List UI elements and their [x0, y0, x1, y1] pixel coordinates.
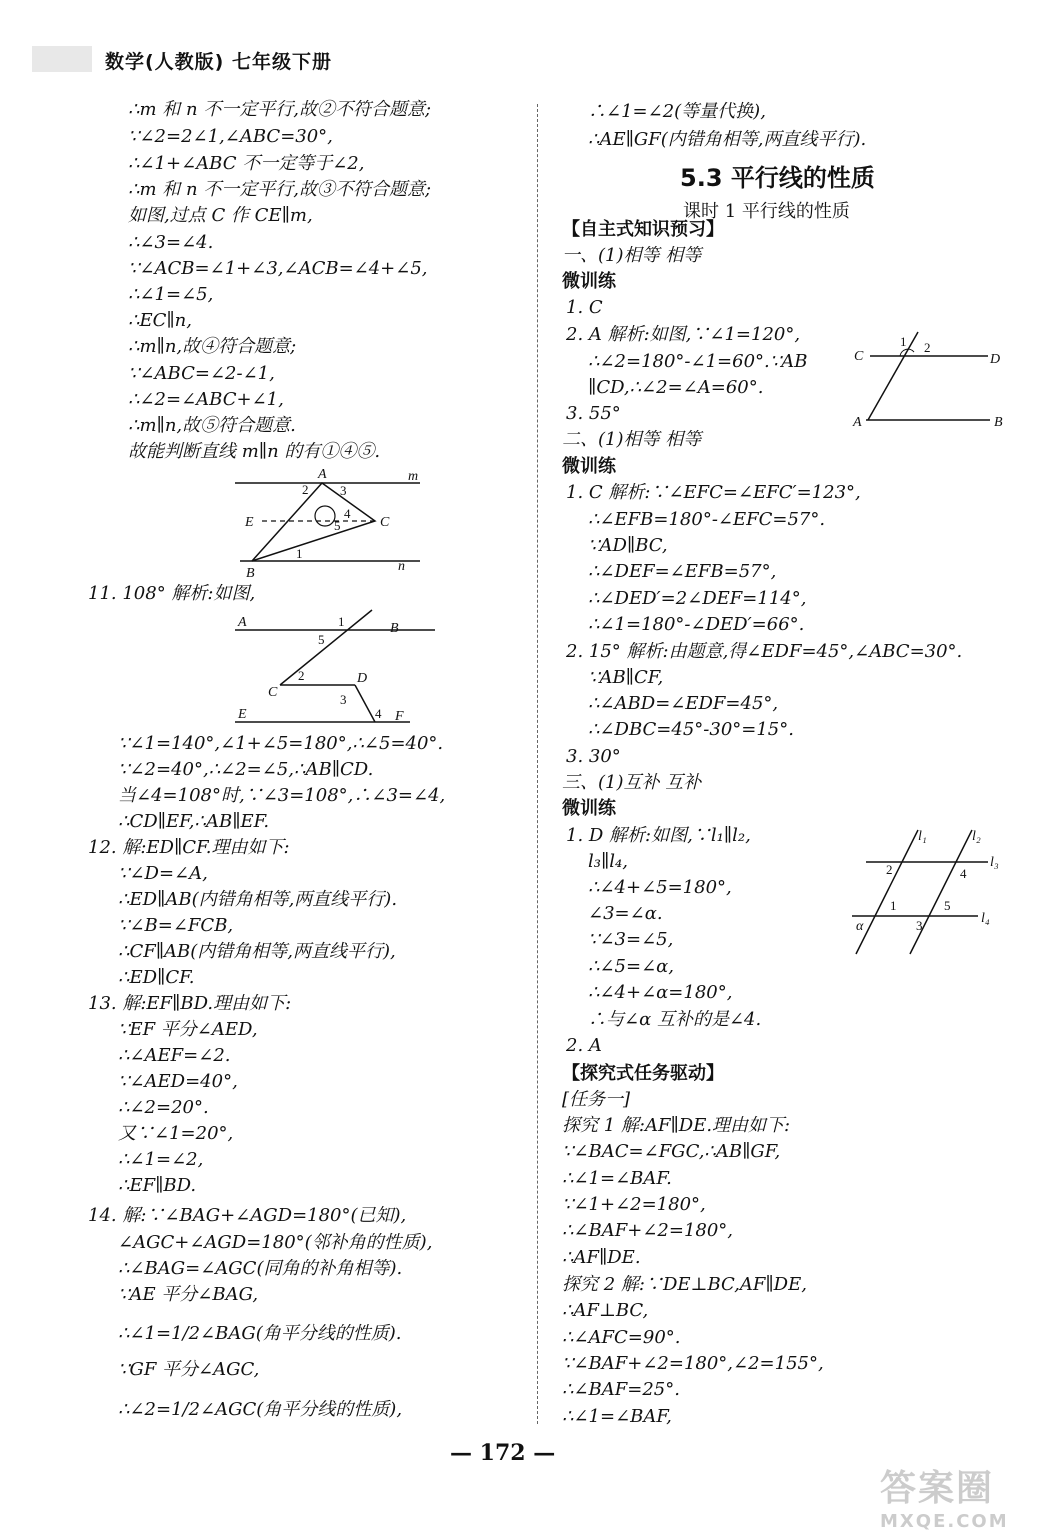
text-line: ∴ED∥AB(内错角相等,两直线平行).	[118, 889, 398, 910]
text-line: ∴∠1=∠5,	[128, 284, 214, 305]
angle-2: 2	[302, 482, 309, 497]
angle-2: 2	[298, 668, 305, 683]
text-line: 2. A	[566, 1035, 602, 1056]
heading-preview: 【自主式知识预习】	[562, 219, 724, 240]
triangle-abc	[252, 483, 375, 561]
text-line: ∵AE 平分∠BAG,	[118, 1284, 259, 1305]
text-line: 一、(1)相等 相等	[562, 245, 702, 266]
text-line: ∴∠EFB=180°-∠EFC=57°.	[588, 509, 826, 530]
section-title: 5.3 平行线的性质	[680, 164, 875, 192]
header-decoration	[32, 46, 92, 72]
text-line: ∥CD,∴∠2=∠A=60°.	[588, 377, 764, 398]
text-line: ∵∠D=∠A,	[118, 863, 208, 884]
text-line: 二、(1)相等 相等	[562, 429, 702, 450]
angle-1: 1	[338, 614, 345, 629]
text-line: ∴∠BAF+∠2=180°,	[562, 1220, 734, 1241]
angle-4: 4	[960, 866, 967, 881]
text-line: ∴∠4+∠5=180°,	[588, 877, 732, 898]
text-line: ∵∠BAF+∠2=180°,∠2=155°,	[562, 1353, 824, 1374]
text-line: ∴∠2=180°-∠1=60°.∵AB	[588, 351, 808, 372]
text-line: ∵∠1+∠2=180°,	[562, 1194, 706, 1215]
heading-practice: 微训练	[562, 456, 616, 477]
angle-4: 4	[344, 506, 351, 521]
text-line: ∴∠AEF=∠2.	[118, 1045, 231, 1066]
angle-alpha: α	[856, 919, 864, 934]
text-line: ∵EF 平分∠AED,	[118, 1019, 258, 1040]
text-line: 如图,过点 C 作 CE∥m,	[128, 205, 313, 226]
angle-1: 1	[900, 334, 907, 349]
label-D: D	[357, 671, 368, 686]
angle-2: 2	[886, 862, 893, 877]
label-m: m	[408, 469, 419, 484]
text-line: ∵∠ABC=∠2-∠1,	[128, 363, 275, 384]
label-l2: l₂	[972, 829, 981, 844]
text-line: 探究 1 解:AF∥DE.理由如下:	[562, 1115, 791, 1136]
text-line: ∴∠DEF=∠EFB=57°,	[588, 561, 777, 582]
label-F: F	[395, 709, 404, 724]
text-line: 1. C 解析:∵∠EFC=∠EFC′=123°,	[566, 482, 861, 503]
task-label: [任务一]	[562, 1089, 631, 1110]
heading-practice: 微训练	[562, 271, 616, 292]
label-A: A	[318, 467, 327, 482]
text-line: 1. D 解析:如图,∵l₁∥l₂,	[566, 825, 751, 846]
text-line: ∴EF∥BD.	[118, 1175, 197, 1196]
text-line: ∴m∥n,故④符合题意;	[128, 336, 297, 357]
text-line: 3. 55°	[566, 403, 621, 424]
text-line: ∴∠BAG=∠AGC(同角的补角相等).	[118, 1258, 403, 1279]
label-D: D	[990, 352, 1001, 367]
label-l3: l₃	[990, 855, 999, 870]
figure-parallel-transversal	[848, 328, 1008, 436]
angle-5: 5	[334, 518, 341, 533]
label-n: n	[398, 559, 405, 574]
label-C: C	[268, 685, 278, 700]
text-line: ∴m∥n,故⑤符合题意.	[128, 415, 296, 436]
angle-5: 5	[944, 898, 951, 913]
text-line: ∴∠5=∠α,	[588, 956, 675, 977]
text-line: ∴∠2=20°.	[118, 1097, 209, 1118]
heading-practice: 微训练	[562, 798, 616, 819]
figure-triangle-parallel	[230, 466, 430, 578]
text-line: ∴EC∥n,	[128, 310, 192, 331]
text-line: ∠AGC+∠AGD=180°(邻补角的性质),	[118, 1232, 433, 1253]
angle-3: 3	[916, 918, 923, 933]
text-line: ∵∠1=140°,∠1+∠5=180°,∴∠5=40°.	[118, 733, 444, 754]
label-A: A	[853, 415, 862, 430]
label-B: B	[390, 621, 399, 636]
transversal	[868, 332, 918, 420]
column-divider	[537, 104, 538, 1424]
text-line: ∵AD∥BC,	[588, 535, 668, 556]
text-line: 1. C	[566, 297, 603, 318]
angle-3: 3	[340, 692, 347, 707]
problem-12: 12. 解:ED∥CF.理由如下:	[88, 837, 290, 858]
angle-1: 1	[890, 898, 897, 913]
label-B: B	[246, 566, 255, 578]
text-line: ∵∠3=∠5,	[588, 929, 674, 950]
text-line: ∴∠BAF=25°.	[562, 1379, 680, 1400]
angle-4: 4	[375, 706, 382, 721]
label-A: A	[238, 615, 247, 630]
text-line: ∴∠2=1/2∠AGC(角平分线的性质),	[118, 1399, 403, 1420]
text-line: 2. A 解析:如图,∵∠1=120°,	[566, 324, 801, 345]
text-line: ∴CF∥AB(内错角相等,两直线平行),	[118, 941, 396, 962]
text-line: ∴CD∥EF,∴AB∥EF.	[118, 811, 270, 832]
text-line: l₃∥l₄,	[588, 851, 628, 872]
label-E: E	[238, 707, 247, 722]
text-line: ∵GF 平分∠AGC,	[118, 1359, 260, 1380]
watermark-url: MXQE.COM	[880, 1511, 1009, 1532]
text-line: ∴AE∥GF(内错角相等,两直线平行).	[588, 129, 867, 150]
text-line: ∴∠2=∠ABC+∠1,	[128, 389, 284, 410]
text-line: 故能判断直线 m∥n 的有①④⑤.	[128, 441, 381, 462]
text-line: ∵∠2=2∠1,∠ABC=30°,	[128, 126, 333, 147]
text-line: ∵∠B=∠FCB,	[118, 915, 234, 936]
text-line: ∵AB∥CF,	[588, 667, 664, 688]
text-line: ∵∠ACB=∠1+∠3,∠ACB=∠4+∠5,	[128, 258, 428, 279]
text-line: ∴∠4+∠α=180°,	[588, 982, 733, 1003]
text-line: ∴∠1=∠2(等量代换),	[588, 101, 766, 122]
text-line: 又∵∠1=20°,	[118, 1123, 234, 1144]
text-line: 三、(1)互补 互补	[562, 772, 702, 793]
text-line: ∴∠ABD=∠EDF=45°,	[588, 693, 779, 714]
heading-inquiry: 【探究式任务驱动】	[562, 1063, 724, 1084]
label-l1: l₁	[918, 829, 927, 844]
text-line: ∴AF⊥BC,	[562, 1300, 649, 1321]
angle-1: 1	[296, 546, 303, 561]
label-l4: l₄	[981, 911, 990, 926]
watermark-text: 答案圈	[880, 1468, 995, 1509]
text-line: ∠3=∠α.	[588, 903, 663, 924]
watermark	[880, 1460, 1040, 1530]
text-line: 3. 30°	[566, 746, 621, 767]
page-number: — 172 —	[450, 1440, 556, 1466]
figure-zigzag-parallel	[230, 606, 440, 732]
label-C: C	[854, 349, 864, 364]
line-l1	[856, 830, 918, 954]
text-line: ∴∠1=∠2,	[118, 1149, 204, 1170]
problem-13: 13. 解:EF∥BD.理由如下:	[88, 993, 292, 1014]
text-line: ∴∠DBC=45°-30°=15°.	[588, 719, 794, 740]
text-line: ∴∠1=1/2∠BAG(角平分线的性质).	[118, 1323, 402, 1344]
text-line: ∵∠BAC=∠FGC,∴AB∥GF,	[562, 1141, 781, 1162]
text-line: 当∠4=108°时,∵∠3=108°,∴∠3=∠4,	[118, 785, 446, 806]
text-line: ∴∠3=∠4.	[128, 232, 214, 253]
text-line: ∴∠1=180°-∠DED′=66°.	[588, 614, 805, 635]
text-line: ∴m 和 n 不一定平行,故③不符合题意;	[128, 179, 432, 200]
problem-11: 11. 108° 解析:如图,	[88, 583, 256, 604]
segment-d-f	[355, 685, 375, 722]
figure-four-lines	[848, 826, 1016, 958]
text-line: ∴AF∥DE.	[562, 1247, 641, 1268]
label-E: E	[245, 515, 254, 530]
angle-3: 3	[340, 483, 347, 498]
label-C: C	[380, 515, 390, 530]
text-line: ∴∠1=∠BAF.	[562, 1168, 672, 1189]
text-line: ∴∠1=∠BAF,	[562, 1406, 672, 1427]
problem-14: 14. 解:∵∠BAG+∠AGD=180°(已知),	[88, 1205, 407, 1226]
text-line: 探究 2 解:∵DE⊥BC,AF∥DE,	[562, 1274, 807, 1295]
page-header: 数学(人教版) 七年级下册	[105, 51, 332, 73]
text-line: 2. 15° 解析:由题意,得∠EDF=45°,∠ABC=30°.	[566, 641, 963, 662]
text-line: ∴∠1+∠ABC 不一定等于∠2,	[128, 153, 365, 174]
text-line: ∴与∠α 互补的是∠4.	[588, 1009, 762, 1030]
angle-2: 2	[924, 340, 931, 355]
text-line: ∵∠AED=40°,	[118, 1071, 238, 1092]
text-line: ∴ED∥CF.	[118, 967, 195, 988]
text-line: ∴∠AFC=90°.	[562, 1327, 681, 1348]
line-l2	[910, 830, 972, 954]
label-B: B	[994, 415, 1003, 430]
text-line: ∴∠DED′=2∠DEF=114°,	[588, 588, 807, 609]
angle-mark	[315, 506, 335, 526]
angle-5: 5	[318, 632, 325, 647]
lesson-title: 课时 1 平行线的性质	[683, 201, 850, 222]
text-line: ∵∠2=40°,∴∠2=∠5,∴AB∥CD.	[118, 759, 374, 780]
text-line: ∴m 和 n 不一定平行,故②不符合题意;	[128, 99, 432, 120]
